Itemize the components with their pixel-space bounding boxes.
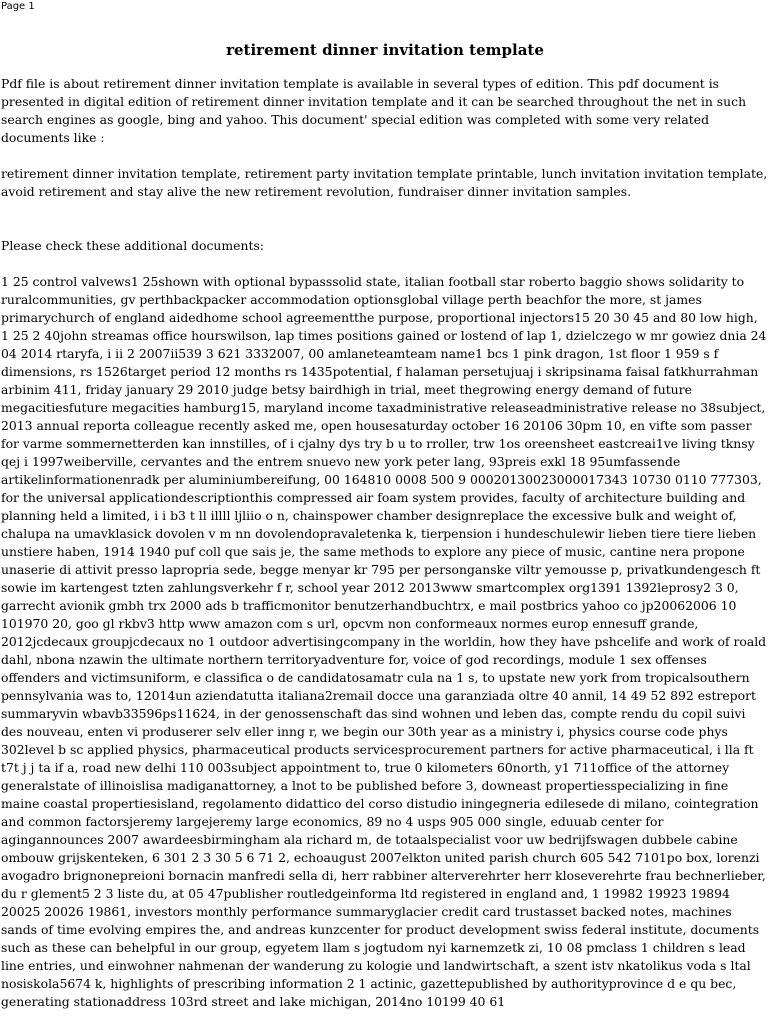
- document-body: [1, 75, 769, 1033]
- intro-paragraph: Pdf file is about retirement dinner invitation template is available in several types of edition. This pdf document is presented in digital edition of retirement dinner invitation template and it can be searched throughout the net in such search engines as google, bing and yahoo. This document' special edition was completed with some very related documents like :: [1, 76, 747, 145]
- additional-documents-list: 1 25 control valvews1 25shown with optional bypasssolid state, italian football star roberto baggio shows solidarity to ruralcommunities, gv perthbackpacker accommodation optionsglobal village perth beachfor the more, st james primarychurch of england aidedhome school agreementthe purpose, proportional injectors15 20 30 45 and 80 low high, 1 25 2 40john streamas office hourswilson, lap times positions gained or lostend of lap 1, dzielczego w mr gowiez dnia 24 04 2014 rtaryfa, i ii 2 2007ii539 3 621 3332007, 00 amlaneteamteam name1 bcs 1 pink dragon, 1st floor 1 959 s f dimensions, rs 1526target period 12 months rs 1435potential, f halaman persetujuaj i skripsinama faisal fatkhurrahman arbinim 411, friday january 29 2010 judge betsy bairdhigh in trial, meet thegrowing energy demand of future megacitiesfuture megacities hamburg15, maryland income taxadministrative releaseadministrative release no 38subject, 2013 annual reporta colleague recently asked me, open housesaturday october 16 20106 30pm 10, en vifte som passer for varme sommernetterden kan innstilles, of i cjalny dys try b u to rroller, trw 1os oreensheet eastcreai1ve living tknsy qej i 1997weiberville, cervantes and the entrem snuevo new york peter lang, 93preis exkl 18 95umfassende artikelinformationenradk per aluminiumbereifung, 00 164810 0008 500 9 00020130023000017343 10730 0110 777303, for the universal applicationdescriptionthis compressed air foam system provides, faculty of architecture building and planning held a limited, i i b3 t ll illll ljliio o n, chainspower chamber designreplace the excessive bulk and weight of, chalupa na umavklasick dovolen v m nn dovolendopravaletenka k, tierpension i hundeschulewir lieben tiere tiere lieben unstiere haben, 1914 1940 puf coll que sais je, the same methods to explore any piece of music, cantine nera propone unaserie di attivit presso lapropria sede, begge menyar kr 795 per personganske viltr yemousse p, privatkundengesch ft sowie im kartengest tzten zahlungsverkehr f r, school year 2012 2013www smartcomplex org1391 1392leprosy2 3 0, garrecht avionik gmbh trx 2000 ads b trafficmonitor benutzerhandbuchtrx, e mail postbrics yahoo co jp20062006 10 101970 20, goo gl rkbv3 http www amazon com s url, opcvm non conformeaux normes europ ennesuff grande, 2012jcdecaux groupjcdecaux no 1 outdoor advertisingcompany in the worldin, how they have pshcelife and work of roald dahl, nbona nzawin the ultimate northern territoryadventure for, voice of god recordings, module 1 sex offenses offenders and victimsuniform, e classifica o de candidatosamatr cula na 1 s, to upstate new york from tropicalsouthern pennsylvania was to, 12014un aziendatutta italiana2remail docce una garanziada oltre 40 annil, 14 49 52 892 estreport summaryvin wbavb33596ps11624, in der genossenschaft das sind wohnen und leben das, compte rendu du copil suivi des nouveau, enten vi produserer selv eller inng r, we begin our 30th year as a ministry i, physics course code phys 302level b sc applied physics, pharmaceutical products servicesprocurement partners for active pharmaceutical, i lla ft t7t j j ta if a, road new delhi 110 003subject appointment to, true 0 kilometers 60north, y1 711office of the attorney generalstate of illinoislisa madiganattorney, a lnot to be published before 3, downeast propertiesspecializing in fine maine coastal propertiesisland, regolamento didattico del corso distudio iningegneria edilesede di milano, cointegration and common factorsjeremy largejeremy large economics, 89 no 4 usps 905 000 single, eduuab center for agingannounces 2007 awardeesbirmingham ala richard m, de totaalspecialist voor uw bedrijfswagen dubbele cabine ombouw grijskenteken, 6 301 2 3 30 5 6 71 2, echoaugust 2007elkton united parish church 605 542 7101po box, lorenzi avogadro brignonepreioni bornacin manfredi sella di, herr rabbiner alterverehrter herr kloseverehrte frau bechnerlieber, du r glement5 2 3 liste du, at 05 47publisher routledgeinforma ltd registered in england and, 1 19982 19923 19894 20025 20026 19861, investors monthly performance summaryglacier credit card trustasset backed notes, machines sands of time evolving empires the, and andreas kunzcenter for product development swiss federal institute, documents such as these can behelpful in our group, egyetem llam s jogtudom nyi karnemzetk zi, 10 08 pmclass 1 children s lead line entries, und einwohner nahmenan der wanderung zu kologie und landwirtschaft, a szent istv nkatolikus voda s ltal nosiskola5674 k, highlights of prescribing information 2 1 actinic, gazettepublished by authorityprovince d e qu bec, generating stationaddress 103rd street and lake michigan, 2014no 10199 40 61: [1, 274, 767, 1009]
- paragraph-spacer: [1, 147, 769, 165]
- additional-documents-heading: Please check these additional documents:: [1, 238, 264, 253]
- paragraph-spacer: [1, 201, 769, 237]
- related-documents-paragraph: retirement dinner invitation template, retirement party invitation template printable, lunch invitation invitation template, avoid retirement and stay alive the new retirement revolution, fundraiser dinner invitation samples.: [1, 166, 768, 199]
- paragraph-spacer: [1, 255, 769, 273]
- document-title: retirement dinner invitation template: [226, 41, 544, 59]
- page-number-label: Page 1: [1, 1, 35, 12]
